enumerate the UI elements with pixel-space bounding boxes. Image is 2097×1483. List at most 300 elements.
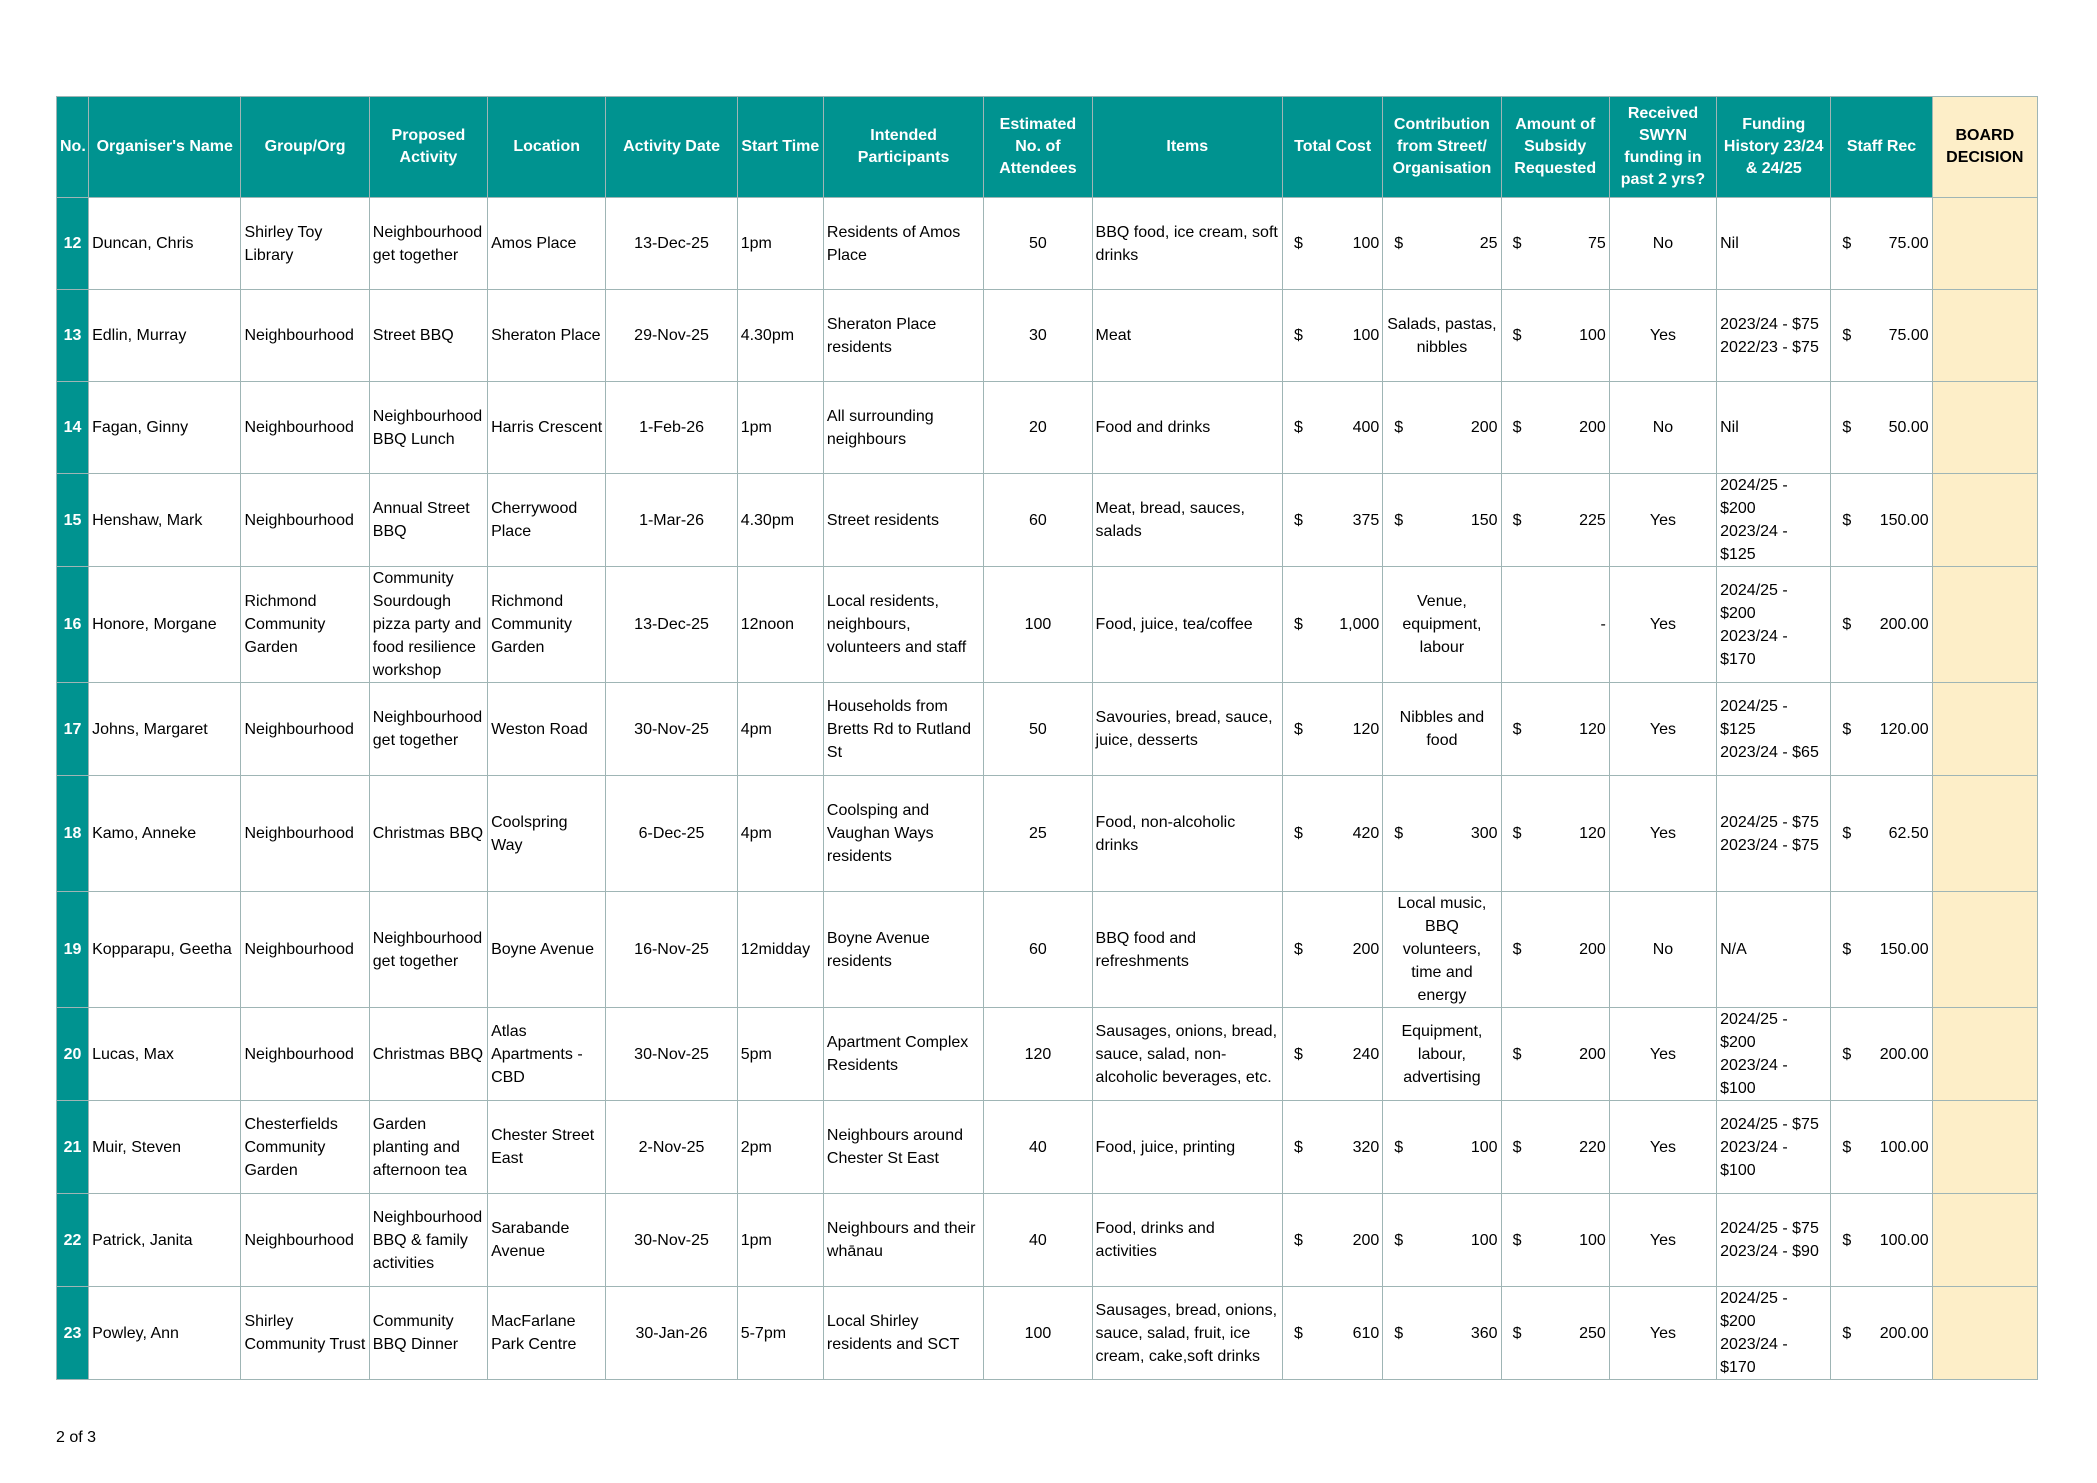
staff-rec-amount: 50.00 xyxy=(1888,419,1929,436)
staff-rec-amount: 200.00 xyxy=(1879,1045,1929,1063)
header-group: Group/Org xyxy=(241,97,369,198)
currency-symbol: $ xyxy=(1394,511,1404,529)
contribution-amount: 300 xyxy=(1470,825,1498,842)
group-org: Shirley Community Trust xyxy=(241,1287,369,1380)
contribution-value xyxy=(1386,1322,1497,1345)
total-cost xyxy=(1283,683,1383,776)
board-decision xyxy=(1932,474,2037,567)
total-cost xyxy=(1283,1194,1383,1287)
staff-rec-amount: 100.00 xyxy=(1879,1138,1929,1156)
funding-history: 2024/25 - $200 2023/24 - $170 xyxy=(1717,567,1831,683)
proposed-activity: Neighbourhood get together xyxy=(369,892,487,1008)
currency-symbol: $ xyxy=(1512,235,1522,252)
location: Atlas Apartments - CBD xyxy=(488,1008,606,1101)
subsidy-requested-value xyxy=(1505,509,1606,532)
contribution xyxy=(1383,776,1501,892)
subsidy-requested xyxy=(1501,382,1609,474)
items: Food and drinks xyxy=(1092,382,1282,474)
activity-date: 30-Nov-25 xyxy=(606,1194,737,1287)
staff-rec-amount: 200.00 xyxy=(1879,616,1929,633)
page-number: 2 of 3 xyxy=(56,1429,97,1446)
board-decision xyxy=(1932,1008,2037,1101)
contribution xyxy=(1383,1287,1501,1380)
staff-rec xyxy=(1831,567,1932,683)
funding-history: 2024/25 - $200 2023/24 - $170 xyxy=(1717,1287,1831,1380)
currency-symbol: $ xyxy=(1294,419,1303,436)
currency-symbol: $ xyxy=(1842,941,1852,958)
board-decision xyxy=(1932,1287,2037,1380)
group-org: Neighbourhood xyxy=(241,1008,369,1101)
header-received: Received SWYN funding in past 2 yrs? xyxy=(1609,97,1716,198)
row-number: 16 xyxy=(57,567,89,683)
row-number: 19 xyxy=(57,892,89,1008)
contribution-amount: 200 xyxy=(1470,419,1498,436)
subsidy-requested-value xyxy=(1505,718,1606,741)
activity-date: 16-Nov-25 xyxy=(606,892,737,1008)
start-time: 12noon xyxy=(737,567,823,683)
staff-rec xyxy=(1831,382,1932,474)
currency-symbol: $ xyxy=(1842,511,1852,529)
staff-rec-value xyxy=(1834,938,1928,961)
total-cost-value xyxy=(1286,1136,1379,1159)
total-cost-value xyxy=(1286,1043,1379,1066)
estimated-attendees: 60 xyxy=(984,474,1092,567)
proposed-activity: Garden planting and afternoon tea xyxy=(369,1101,487,1194)
currency-symbol: $ xyxy=(1512,1138,1522,1156)
total-cost xyxy=(1283,198,1383,290)
row-number: 23 xyxy=(57,1287,89,1380)
total-cost xyxy=(1283,567,1383,683)
received-funding: Yes xyxy=(1609,1194,1716,1287)
table-row xyxy=(57,1101,2038,1194)
staff-rec-value xyxy=(1834,232,1928,255)
staff-rec-value xyxy=(1834,613,1928,636)
subsidy-requested: - xyxy=(1501,567,1609,683)
currency-symbol: $ xyxy=(1842,825,1852,842)
received-funding: Yes xyxy=(1609,474,1716,567)
subsidy-requested-amount: 200 xyxy=(1579,1045,1606,1063)
staff-rec-value xyxy=(1834,509,1928,532)
currency-symbol: $ xyxy=(1512,511,1522,529)
staff-rec-value xyxy=(1834,416,1928,439)
subsidy-requested xyxy=(1501,1194,1609,1287)
currency-symbol: $ xyxy=(1294,235,1303,252)
staff-rec xyxy=(1831,892,1932,1008)
activity-date: 6-Dec-25 xyxy=(606,776,737,892)
intended-participants: Neighbours and their whānau xyxy=(823,1194,983,1287)
group-org: Neighbourhood xyxy=(241,683,369,776)
proposed-activity: Neighbourhood get together xyxy=(369,198,487,290)
funding-history: Nil xyxy=(1717,382,1831,474)
header-subsidy: Amount of Subsidy Requested xyxy=(1501,97,1609,198)
location: Chester Street East xyxy=(488,1101,606,1194)
subsidy-requested-amount: 100 xyxy=(1579,1231,1606,1249)
currency-symbol: $ xyxy=(1294,1138,1303,1156)
intended-participants: Neighbours around Chester St East xyxy=(823,1101,983,1194)
staff-rec-amount: 100.00 xyxy=(1879,1231,1929,1249)
currency-symbol: $ xyxy=(1842,235,1852,252)
group-org: Neighbourhood xyxy=(241,382,369,474)
location: Weston Road xyxy=(488,683,606,776)
received-funding: No xyxy=(1609,198,1716,290)
staff-rec-value xyxy=(1834,1136,1928,1159)
proposed-activity: Neighbourhood BBQ & family activities xyxy=(369,1194,487,1287)
staff-rec-amount: 150.00 xyxy=(1879,511,1929,529)
currency-symbol: $ xyxy=(1294,1231,1303,1249)
estimated-attendees: 40 xyxy=(984,1101,1092,1194)
board-decision xyxy=(1932,382,2037,474)
received-funding: Yes xyxy=(1609,1101,1716,1194)
total-cost-value xyxy=(1286,1229,1379,1252)
subsidy-requested-amount: 120 xyxy=(1579,720,1606,738)
total-cost xyxy=(1283,382,1383,474)
estimated-attendees: 50 xyxy=(984,683,1092,776)
proposed-activity: Christmas BBQ xyxy=(369,1008,487,1101)
total-cost-amount: 200 xyxy=(1352,1231,1380,1249)
total-cost xyxy=(1283,776,1383,892)
intended-participants: Apartment Complex Residents xyxy=(823,1008,983,1101)
row-number: 21 xyxy=(57,1101,89,1194)
total-cost xyxy=(1283,1008,1383,1101)
staff-rec-amount: 75.00 xyxy=(1888,235,1929,252)
table-row xyxy=(57,382,2038,474)
row-number: 12 xyxy=(57,198,89,290)
subsidy-requested-value xyxy=(1505,1043,1606,1066)
table-row xyxy=(57,683,2038,776)
intended-participants: Boyne Avenue residents xyxy=(823,892,983,1008)
group-org: Shirley Toy Library xyxy=(241,198,369,290)
contribution-value xyxy=(1386,232,1497,255)
funding-history: 2024/25 - $200 2023/24 - $100 xyxy=(1717,1008,1831,1101)
subsidy-requested-amount: 200 xyxy=(1579,419,1606,436)
location: MacFarlane Park Centre xyxy=(488,1287,606,1380)
table-row xyxy=(57,567,2038,683)
total-cost-amount: 610 xyxy=(1352,1324,1380,1342)
activity-date: 29-Nov-25 xyxy=(606,290,737,382)
location: Amos Place xyxy=(488,198,606,290)
total-cost-amount: 120 xyxy=(1352,720,1380,738)
contribution: Equipment, labour, advertising xyxy=(1383,1008,1501,1101)
location: Harris Crescent xyxy=(488,382,606,474)
total-cost xyxy=(1283,892,1383,1008)
staff-rec xyxy=(1831,1101,1932,1194)
total-cost xyxy=(1283,474,1383,567)
received-funding: Yes xyxy=(1609,1008,1716,1101)
proposed-activity: Annual Street BBQ xyxy=(369,474,487,567)
organiser-name: Kopparapu, Geetha xyxy=(89,892,241,1008)
location: Sarabande Avenue xyxy=(488,1194,606,1287)
start-time: 5pm xyxy=(737,1008,823,1101)
total-cost-value xyxy=(1286,613,1379,636)
group-org: Neighbourhood xyxy=(241,892,369,1008)
contribution xyxy=(1383,1194,1501,1287)
items: Meat, bread, sauces, salads xyxy=(1092,474,1282,567)
estimated-attendees: 60 xyxy=(984,892,1092,1008)
estimated-attendees: 25 xyxy=(984,776,1092,892)
funding-history: N/A xyxy=(1717,892,1831,1008)
contribution-amount: 360 xyxy=(1470,1324,1498,1342)
location: Boyne Avenue xyxy=(488,892,606,1008)
intended-participants: Street residents xyxy=(823,474,983,567)
funding-history: Nil xyxy=(1717,198,1831,290)
currency-symbol: $ xyxy=(1842,720,1852,738)
received-funding: No xyxy=(1609,382,1716,474)
subsidy-requested-value xyxy=(1505,1136,1606,1159)
header-start: Start Time xyxy=(737,97,823,198)
intended-participants: All surrounding neighbours xyxy=(823,382,983,474)
contribution: Salads, pastas, nibbles xyxy=(1383,290,1501,382)
organiser-name: Honore, Morgane xyxy=(89,567,241,683)
contribution: Venue, equipment, labour xyxy=(1383,567,1501,683)
header-staff: Staff Rec xyxy=(1831,97,1932,198)
header-activity: Proposed Activity xyxy=(369,97,487,198)
total-cost-amount: 400 xyxy=(1352,419,1380,436)
items: Food, drinks and activities xyxy=(1092,1194,1282,1287)
header-organiser: Organiser's Name xyxy=(89,97,241,198)
subsidy-requested-amount: 220 xyxy=(1579,1138,1606,1156)
currency-symbol: $ xyxy=(1294,941,1303,958)
currency-symbol: $ xyxy=(1294,1324,1303,1342)
row-number: 15 xyxy=(57,474,89,567)
start-time: 1pm xyxy=(737,198,823,290)
funding-history: 2024/25 - $75 2023/24 - $90 xyxy=(1717,1194,1831,1287)
header-attendees: Estimated No. of Attendees xyxy=(984,97,1092,198)
header-board: BOARD DECISION xyxy=(1932,97,2037,198)
subsidy-requested-value xyxy=(1505,232,1606,255)
staff-rec-amount: 75.00 xyxy=(1888,327,1929,344)
subsidy-requested xyxy=(1501,474,1609,567)
subsidy-requested xyxy=(1501,683,1609,776)
start-time: 4pm xyxy=(737,683,823,776)
organiser-name: Edlin, Murray xyxy=(89,290,241,382)
subsidy-requested-amount: 120 xyxy=(1579,825,1606,842)
total-cost-value xyxy=(1286,509,1379,532)
total-cost-amount: 1,000 xyxy=(1339,616,1380,633)
currency-symbol: $ xyxy=(1294,616,1303,633)
group-org: Neighbourhood xyxy=(241,1194,369,1287)
total-cost-amount: 375 xyxy=(1352,511,1380,529)
currency-symbol: $ xyxy=(1512,1324,1522,1342)
activity-date: 30-Jan-26 xyxy=(606,1287,737,1380)
subsidy-applications-table xyxy=(56,96,2038,1380)
currency-symbol: $ xyxy=(1294,1045,1303,1063)
activity-date: 13-Dec-25 xyxy=(606,567,737,683)
subsidy-requested xyxy=(1501,1287,1609,1380)
activity-date: 30-Nov-25 xyxy=(606,1008,737,1101)
organiser-name: Muir, Steven xyxy=(89,1101,241,1194)
board-decision xyxy=(1932,198,2037,290)
total-cost-amount: 100 xyxy=(1352,235,1380,252)
currency-symbol: $ xyxy=(1512,419,1522,436)
proposed-activity: Community Sourdough pizza party and food resilience workshop xyxy=(369,567,487,683)
received-funding: Yes xyxy=(1609,567,1716,683)
total-cost xyxy=(1283,1101,1383,1194)
total-cost-value xyxy=(1286,416,1379,439)
contribution: Nibbles and food xyxy=(1383,683,1501,776)
row-number: 22 xyxy=(57,1194,89,1287)
staff-rec xyxy=(1831,683,1932,776)
table-row xyxy=(57,474,2038,567)
contribution xyxy=(1383,382,1501,474)
staff-rec-value xyxy=(1834,718,1928,741)
total-cost-amount: 420 xyxy=(1352,825,1380,842)
table-row xyxy=(57,198,2038,290)
subsidy-requested-value xyxy=(1505,938,1606,961)
organiser-name: Lucas, Max xyxy=(89,1008,241,1101)
proposed-activity: Christmas BBQ xyxy=(369,776,487,892)
table-row xyxy=(57,1287,2038,1380)
location: Cherrywood Place xyxy=(488,474,606,567)
contribution xyxy=(1383,1101,1501,1194)
header-total: Total Cost xyxy=(1283,97,1383,198)
staff-rec-value xyxy=(1834,1322,1928,1345)
location: Sheraton Place xyxy=(488,290,606,382)
group-org: Richmond Community Garden xyxy=(241,567,369,683)
contribution-value xyxy=(1386,416,1497,439)
staff-rec-value xyxy=(1834,1229,1928,1252)
currency-symbol: $ xyxy=(1842,327,1852,344)
activity-date: 13-Dec-25 xyxy=(606,198,737,290)
proposed-activity: Neighbourhood BBQ Lunch xyxy=(369,382,487,474)
contribution-amount: 100 xyxy=(1470,1231,1498,1249)
items: Food, juice, tea/coffee xyxy=(1092,567,1282,683)
table-body xyxy=(57,198,2038,1380)
table-row xyxy=(57,1008,2038,1101)
currency-symbol: $ xyxy=(1294,511,1303,529)
activity-date: 1-Mar-26 xyxy=(606,474,737,567)
staff-rec xyxy=(1831,474,1932,567)
items: Food, juice, printing xyxy=(1092,1101,1282,1194)
subsidy-requested xyxy=(1501,198,1609,290)
contribution-amount: 150 xyxy=(1470,511,1498,529)
estimated-attendees: 30 xyxy=(984,290,1092,382)
currency-symbol: $ xyxy=(1394,825,1404,842)
intended-participants: Sheraton Place residents xyxy=(823,290,983,382)
total-cost-amount: 200 xyxy=(1352,941,1380,958)
total-cost-amount: 100 xyxy=(1352,327,1380,344)
contribution: Local music, BBQ volunteers, time and energy xyxy=(1383,892,1501,1008)
funding-history: 2024/25 - $200 2023/24 - $125 xyxy=(1717,474,1831,567)
subsidy-requested xyxy=(1501,776,1609,892)
start-time: 5-7pm xyxy=(737,1287,823,1380)
group-org: Neighbourhood xyxy=(241,474,369,567)
board-decision xyxy=(1932,776,2037,892)
intended-participants: Coolsping and Vaughan Ways residents xyxy=(823,776,983,892)
contribution-value xyxy=(1386,1229,1497,1252)
row-number: 20 xyxy=(57,1008,89,1101)
board-decision xyxy=(1932,1101,2037,1194)
estimated-attendees: 100 xyxy=(984,567,1092,683)
currency-symbol: $ xyxy=(1512,720,1522,738)
staff-rec-amount: 200.00 xyxy=(1879,1324,1929,1342)
proposed-activity: Community BBQ Dinner xyxy=(369,1287,487,1380)
total-cost-value xyxy=(1286,1322,1379,1345)
start-time: 1pm xyxy=(737,382,823,474)
organiser-name: Kamo, Anneke xyxy=(89,776,241,892)
location: Coolspring Way xyxy=(488,776,606,892)
received-funding: Yes xyxy=(1609,290,1716,382)
received-funding: Yes xyxy=(1609,1287,1716,1380)
staff-rec xyxy=(1831,1287,1932,1380)
group-org: Neighbourhood xyxy=(241,776,369,892)
subsidy-requested xyxy=(1501,1101,1609,1194)
items: Food, non-alcoholic drinks xyxy=(1092,776,1282,892)
board-decision xyxy=(1932,1194,2037,1287)
row-number: 14 xyxy=(57,382,89,474)
currency-symbol: $ xyxy=(1842,616,1852,633)
board-decision xyxy=(1932,683,2037,776)
intended-participants: Local residents, neighbours, volunteers and staff xyxy=(823,567,983,683)
staff-rec-value xyxy=(1834,324,1928,347)
received-funding: Yes xyxy=(1609,683,1716,776)
funding-history: 2024/25 - $75 2023/24 - $100 xyxy=(1717,1101,1831,1194)
start-time: 4pm xyxy=(737,776,823,892)
activity-date: 30-Nov-25 xyxy=(606,683,737,776)
subsidy-requested-amount: 100 xyxy=(1579,327,1606,344)
location: Richmond Community Garden xyxy=(488,567,606,683)
contribution-amount: 100 xyxy=(1470,1138,1498,1156)
currency-symbol: $ xyxy=(1294,327,1303,344)
contribution-value xyxy=(1386,822,1497,845)
header-participants: Intended Participants xyxy=(823,97,983,198)
proposed-activity: Neighbourhood get together xyxy=(369,683,487,776)
funding-history: 2024/25 - $75 2023/24 - $75 xyxy=(1717,776,1831,892)
currency-symbol: $ xyxy=(1842,419,1852,436)
staff-rec xyxy=(1831,198,1932,290)
received-funding: No xyxy=(1609,892,1716,1008)
staff-rec-value xyxy=(1834,822,1928,845)
table-row xyxy=(57,290,2038,382)
currency-symbol: $ xyxy=(1512,825,1522,842)
activity-date: 1-Feb-26 xyxy=(606,382,737,474)
organiser-name: Duncan, Chris xyxy=(89,198,241,290)
total-cost xyxy=(1283,290,1383,382)
total-cost-value xyxy=(1286,718,1379,741)
subsidy-requested-amount: 225 xyxy=(1579,511,1606,529)
header-contribution: Contribution from Street/ Organisation xyxy=(1383,97,1501,198)
estimated-attendees: 120 xyxy=(984,1008,1092,1101)
organiser-name: Powley, Ann xyxy=(89,1287,241,1380)
currency-symbol: $ xyxy=(1842,1045,1852,1063)
funding-history: 2023/24 - $75 2022/23 - $75 xyxy=(1717,290,1831,382)
start-time: 12midday xyxy=(737,892,823,1008)
currency-symbol: $ xyxy=(1394,1231,1404,1249)
row-number: 17 xyxy=(57,683,89,776)
subsidy-requested-value xyxy=(1505,1322,1606,1345)
staff-rec xyxy=(1831,1194,1932,1287)
board-decision xyxy=(1932,290,2037,382)
currency-symbol: $ xyxy=(1512,1231,1522,1249)
total-cost-value xyxy=(1286,324,1379,347)
group-org: Neighbourhood xyxy=(241,290,369,382)
currency-symbol: $ xyxy=(1394,1324,1404,1342)
board-decision xyxy=(1932,892,2037,1008)
subsidy-requested xyxy=(1501,290,1609,382)
total-cost-amount: 320 xyxy=(1352,1138,1380,1156)
staff-rec-amount: 62.50 xyxy=(1888,825,1929,842)
proposed-activity: Street BBQ xyxy=(369,290,487,382)
table-row xyxy=(57,776,2038,892)
contribution-value xyxy=(1386,1136,1497,1159)
start-time: 2pm xyxy=(737,1101,823,1194)
organiser-name: Patrick, Janita xyxy=(89,1194,241,1287)
total-cost-value xyxy=(1286,938,1379,961)
subsidy-requested xyxy=(1501,1008,1609,1101)
items: Sausages, onions, bread, sauce, salad, non-alcoholic beverages, etc. xyxy=(1092,1008,1282,1101)
board-decision xyxy=(1932,567,2037,683)
items: Sausages, bread, onions, sauce, salad, fruit, ice cream, cake,soft drinks xyxy=(1092,1287,1282,1380)
group-org: Chesterfields Community Garden xyxy=(241,1101,369,1194)
